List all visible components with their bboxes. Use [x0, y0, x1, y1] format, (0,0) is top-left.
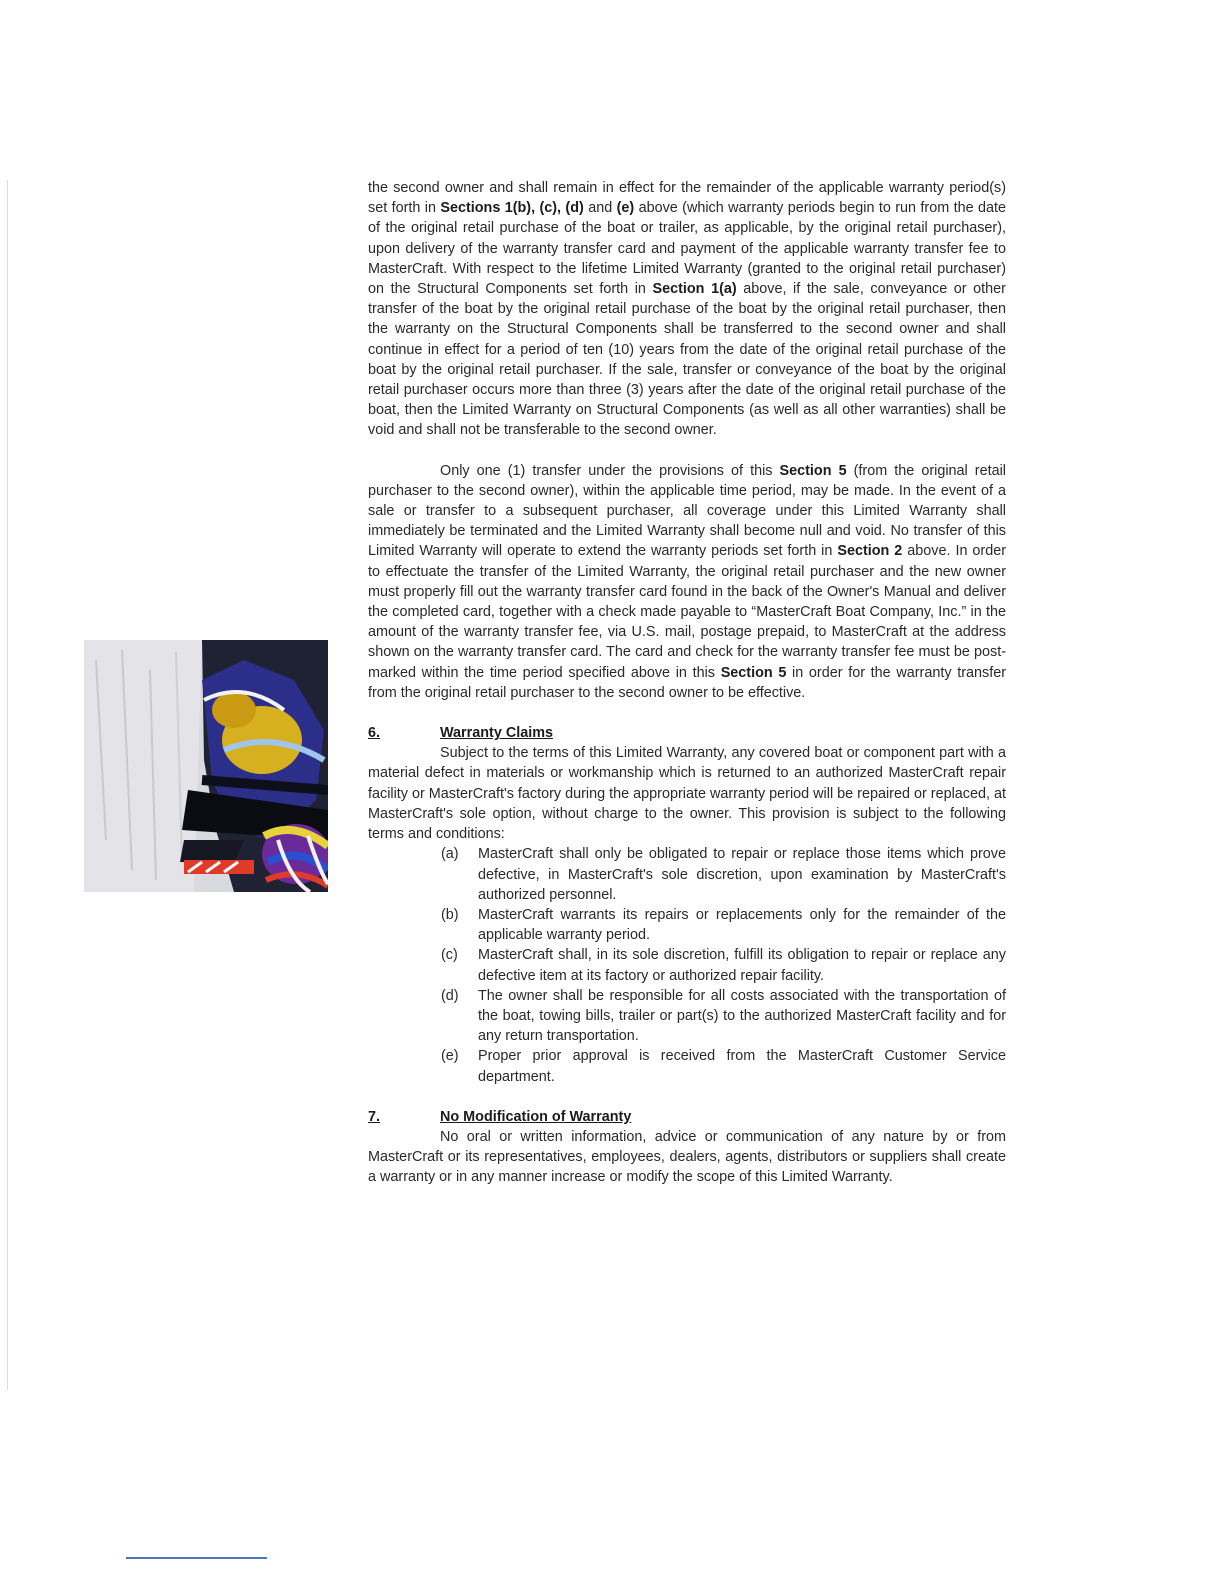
section7-title: No Modification of Warranty [440, 1108, 632, 1125]
wakeboard-bindings-photo [84, 640, 328, 892]
condition-item: (a) MasterCraft shall only be obligated to repair or replace those items which prove defective, in MasterCraft's sole discretion, upon examination by MasterCraft's authorized personnel. [441, 846, 1006, 903]
section6-conditions-list [368, 844, 1006, 1086]
condition-item: (d) The owner shall be responsible for all costs associated with the transportation of the boat, towing bills, trailer or part(s) to the authorized MasterCraft facility and for any return transportation. [441, 987, 1006, 1045]
condition-item: (c) MasterCraft shall, in its sole discretion, fulfill its obligation to repair or replace any defective item at its factory or authorized repair facility. [441, 947, 1006, 984]
section6-intro-paragraph: Subject to the terms of this Limited Warranty, any covered boat or component part with a material defect in materials or workmanship which is returned to an authorized MasterCraft repair facility or MasterCraft's factory during the appropriate warranty period will be repaired or replaced, at MasterCraft's sole option, without charge to the owner. This provision is subject to the following terms and conditions: [368, 745, 1006, 843]
transfer-limit-paragraph: Only one (1) transfer under the provisions of this Section 5 (from the original retail purchaser to the second owner), within the applicable time period, may be made. In the event of a sale or transfer to a subsequent purchaser, all coverage under this Limited Warranty shall immediately be terminated and the Limited Warranty shall become null and void. No transfer of this Limited Warranty will operate to extend the warranty periods set forth in Section 2 above. In order to effectuate the transfer of the Limited Warranty, the original retail purchaser and the new owner must properly fill out the warranty transfer card found in the back of the Owner's Manual and deliver the completed card, together with a check made payable to “MasterCraft Boat Company, Inc.” in the amount of the warranty transfer fee, via U.S. mail, postage prepaid, to MasterCraft at the address shown on the warranty transfer card. The card and check for the warranty transfer fee must be post-marked within the time period specified above in this Section 5 in order for the warranty transfer from the original retail purchaser to the second owner to be effective. [368, 462, 1007, 701]
section6-heading [368, 723, 1006, 743]
section7-heading [368, 1107, 1006, 1127]
condition-item: (b) MasterCraft warrants its repairs or replacements only for the remainder of the applicable warranty period. [441, 906, 1006, 944]
section6-number: 6. [368, 725, 381, 742]
warranty-text-column [368, 178, 1006, 1188]
section7-paragraph: No oral or written information, advice or communication of any nature by or from MasterCraft or its representatives, employees, dealers, agents, distributors or suppliers shall create a warranty or in any manner increase or modify the scope of this Limited Warranty. [368, 1128, 1006, 1186]
scan-edge-line [7, 180, 8, 1390]
section5-continuation-paragraph: the second owner and shall remain in effect for the remainder of the applicable warranty period(s) set forth in Sections 1(b), (c), (d) and (e) above (which warranty periods begin to run from the date of the original retail purchase of the boat or trailer, as applicable, by the original retail purchaser), upon delivery of the warranty transfer card and payment of the applicable warranty transfer fee to MasterCraft. With respect to the lifetime Limited Warranty (granted to the original retail purchaser) on the Structural Components set forth in Section 1(a) above, if the sale, conveyance or other transfer of the boat by the original retail purchase of the boat by the original retail purchaser, then the warranty on the Structural Components shall be transferred to the second owner and shall continue in effect for a period of ten (10) years from the date of the original retail purchase of the boat by the original retail purchaser. If the sale, transfer or conveyance of the boat by the original retail purchaser occurs more than three (3) years after the date of the original retail purchase of the boat, then the Limited Warranty on Structural Components (as well as all other warranties) shall be void and shall not be transferable to the second owner. [368, 180, 1006, 439]
section6-title: Warranty Claims [440, 725, 554, 742]
footer-rule [126, 1557, 267, 1559]
condition-item: (e) Proper prior approval is received from the MasterCraft Customer Service department. [441, 1048, 1006, 1085]
section7-number: 7. [368, 1108, 381, 1125]
photo-graphic [84, 640, 328, 892]
